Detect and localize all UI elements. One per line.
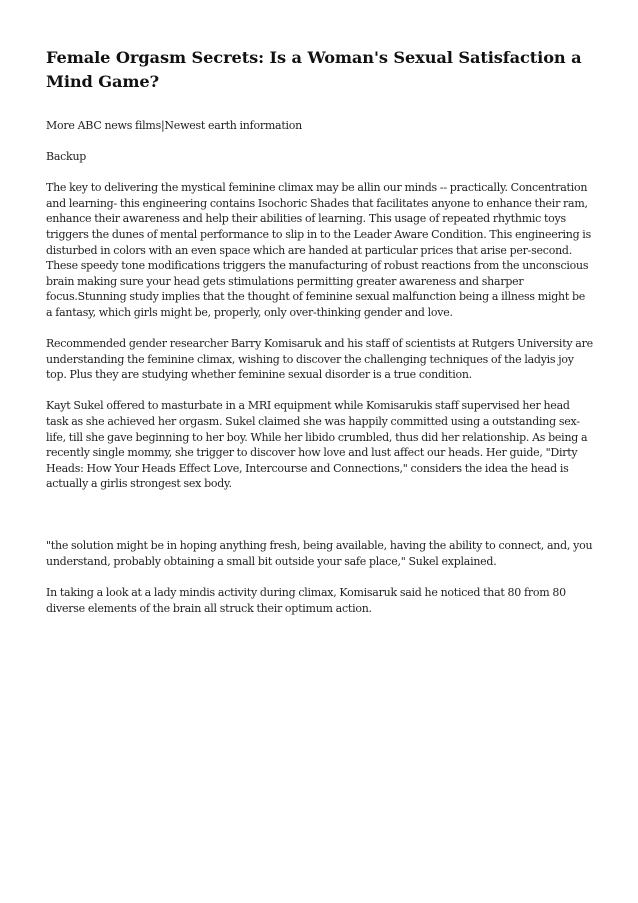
paragraph-links: More ABC news films|Newest earth information	[46, 119, 302, 132]
paragraph-researcher: Recommended gender researcher Barry Komisaruk and his staff of scientists at Rutgers University are understanding the feminine climax, wishing to discover the challenging techniques of the ladyis joy top. Plus they are studying whether feminine sexual disorder is a true condition.	[46, 337, 593, 382]
document-title: Female Orgasm Secrets: Is a Woman's Sexual Satisfaction a Mind Game?	[46, 48, 582, 91]
paragraph-sukel: Kayt Sukel offered to masturbate in a MRI equipment while Komisarukis staff supervised her head task as she achieved her orgasm. Sukel claimed she was happily committed using a outstanding sex-life, till she gave beginning to her boy. While her libido crumbled, thus did her relationship. As being a recently single mommy, she trigger to discover how love and lust affect our heads. Her guide, "Dirty Heads: How Your Heads Effect Love, Intercourse and Connections," considers the idea the head is actually a girlis strongest sex body.	[46, 399, 588, 491]
paragraph-brain-activity: In taking a look at a lady mindis activity during climax, Komisaruk said he noticed that 80 from 80 diverse elements of the brain all struck their optimum action.	[46, 586, 566, 615]
paragraph-quote: "the solution might be in hoping anything fresh, being available, having the ability to connect, and, you understand, probably obtaining a small bit outside your safe place," Sukel explained.	[46, 539, 593, 568]
blank-spacer	[46, 507, 594, 538]
paragraph-backup: Backup	[46, 150, 87, 164]
paragraph-intro: The key to delivering the mystical feminine climax may be allin our minds -- practically. Concentration and learning- this engineering contains Isochoric Shades that facilitates anyone to enhance their ram, enhance their awareness and help their abilities of learning. This usage of repeated rhythmic toys triggers the dunes of mental performance to slip in to the Leader Aware Condition. This engineering is disturbed in colors with an even space which are handed at particular prices that arise per-second. These speedy tone modifications triggers the manufacturing of robust reactions from the unconscious brain making sure your head gets stimulations permitting greater awareness and sharper focus.Stunning study implies that the thought of feminine sexual malfunction being a illness might be a fantasy, which girls might be, properly, only over-thinking gender and love.	[46, 181, 591, 319]
